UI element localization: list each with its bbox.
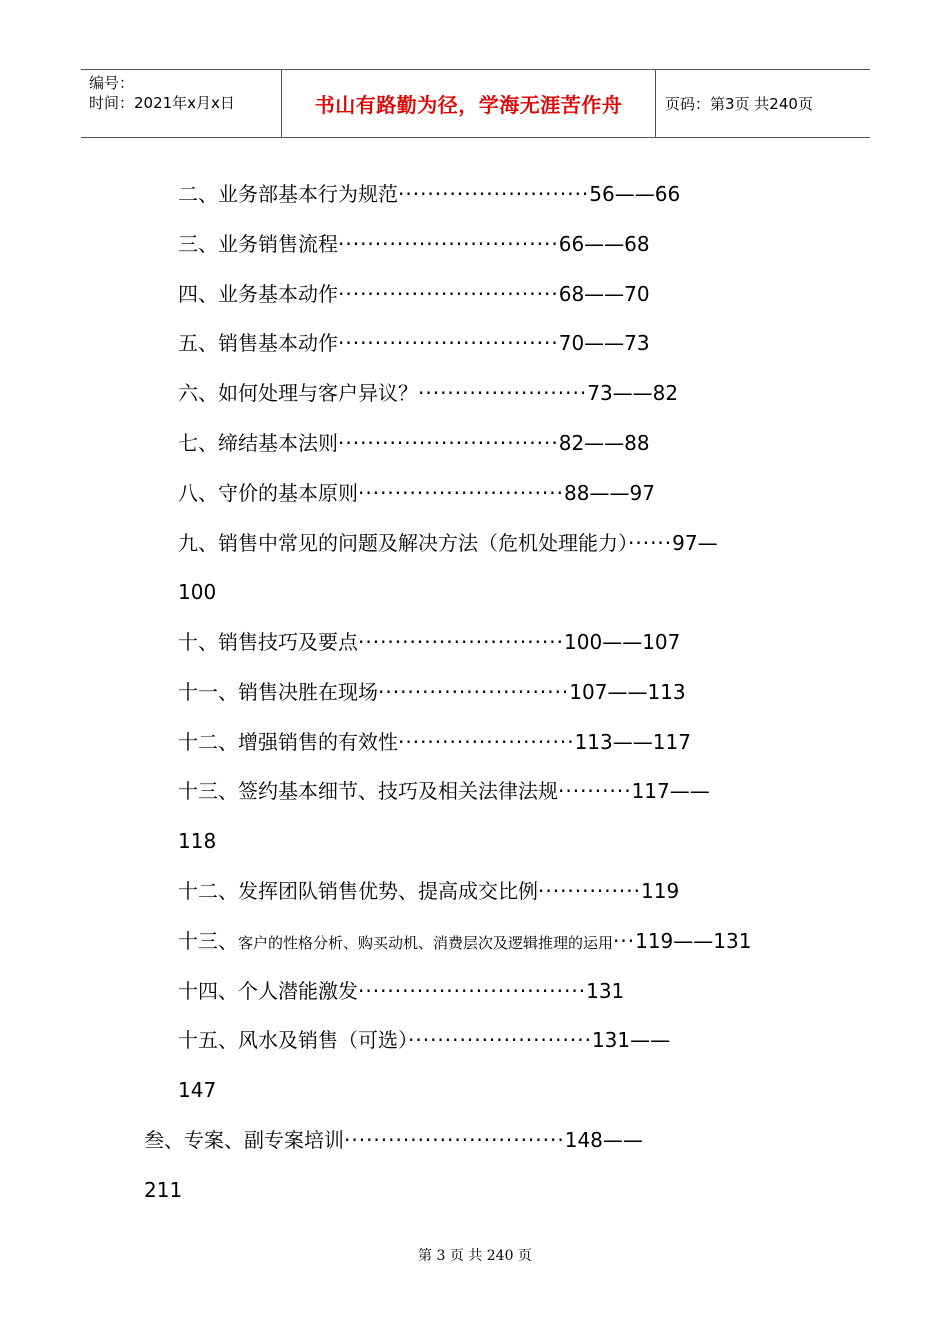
motto: 书山有路勤为径，学海无涯苦作舟 (314, 93, 623, 117)
page-header (81, 69, 870, 138)
toc-pages: 107——113 (569, 680, 686, 704)
toc-pages: 147 (178, 1078, 217, 1102)
toc-pages: 119——131 (635, 929, 752, 953)
page-info: 页码：第3页 共240页 (665, 95, 813, 113)
toc-title: 十四、个人潜能激发 (178, 979, 358, 1003)
toc-title: 十二、增强销售的有效性 (178, 730, 398, 754)
toc-entry (178, 879, 679, 903)
toc-entry-continuation (178, 1078, 216, 1102)
header-middle (281, 70, 656, 137)
toc-entry (178, 929, 751, 955)
toc-entry (178, 481, 655, 505)
toc-entry (178, 680, 686, 704)
toc-dots: ······························ (338, 232, 559, 256)
toc-dots: ······························ (338, 282, 559, 306)
toc-title: 十三、 (178, 929, 238, 953)
toc-title: 十二、发挥团队销售优势、提高成交比例 (178, 879, 538, 903)
toc-title: 八、守价的基本原则 (178, 481, 358, 505)
toc-dots: ······························· (358, 979, 587, 1003)
toc-pages: 131—— (591, 1028, 671, 1052)
toc-pages: 119 (641, 879, 680, 903)
toc-dots: ························· (408, 1028, 592, 1052)
toc-entry (178, 282, 650, 306)
toc-pages: 113——117 (574, 730, 691, 754)
toc-entry (178, 630, 680, 654)
toc-dots: ······························ (338, 331, 559, 355)
toc-entry (178, 979, 624, 1003)
toc-title: 七、缔结基本法则 (178, 431, 338, 455)
toc-entry-section (144, 1128, 643, 1152)
toc-pages: 68——70 (558, 282, 650, 306)
number-label: 编号： (89, 74, 135, 92)
toc-entry (178, 331, 650, 355)
header-left (81, 70, 281, 137)
toc-pages: 148—— (564, 1128, 643, 1152)
toc-dots: ······························ (344, 1128, 565, 1152)
header-right (655, 70, 870, 137)
toc-title: 六、如何处理与客户异议？ (178, 381, 418, 405)
toc-dots: ······················· (418, 381, 588, 405)
toc-title: 十一、销售决胜在现场 (178, 680, 378, 704)
toc-title: 叁、专案、副专案培训 (144, 1128, 344, 1152)
toc-entry (178, 232, 650, 256)
toc-title: 十五、风水及销售（可选） (178, 1028, 408, 1052)
page-footer (0, 1245, 950, 1265)
toc-pages: 70——73 (558, 331, 650, 355)
toc-title: 五、销售基本动作 (178, 331, 338, 355)
toc-pages: 88——97 (564, 481, 655, 505)
toc-pages: 56——66 (589, 182, 681, 206)
toc-dots: ···························· (358, 481, 565, 505)
toc-entry-continuation (144, 1178, 182, 1202)
toc-title: 四、业务基本动作 (178, 282, 338, 306)
toc-title: 二、业务部基本行为规范 (178, 182, 398, 206)
toc-pages: 73——82 (587, 381, 679, 405)
toc-dots: ·························· (378, 680, 570, 704)
toc-entry (178, 1028, 670, 1052)
toc-pages: 117—— (631, 779, 710, 803)
toc-title: 十三、签约基本细节、技巧及相关法律法规 (178, 779, 558, 803)
toc-dots: ···························· (358, 630, 565, 654)
toc-pages: 100——107 (564, 630, 681, 654)
footer-page-number: 第 3 页 共 240 页 (418, 1248, 532, 1264)
toc-pages: 118 (178, 829, 217, 853)
toc-dots: ·············· (538, 879, 642, 903)
toc-pages: 211 (144, 1178, 183, 1202)
toc-title: 九、销售中常见的问题及解决方法（危机处理能力） (178, 531, 628, 555)
toc-pages: 82——88 (558, 431, 650, 455)
toc-dots: ························ (398, 730, 575, 754)
toc-subtitle: 客户的性格分析、购买动机、消费层次及逻辑推理的运用 (238, 934, 614, 952)
toc-pages: 97— (672, 531, 718, 555)
toc-title: 三、业务销售流程 (178, 232, 338, 256)
toc-pages: 100 (178, 580, 217, 604)
toc-pages: 66——68 (558, 232, 650, 256)
toc-entry (178, 381, 678, 405)
toc-entry (178, 431, 650, 455)
toc-entry (178, 531, 718, 555)
toc-entry (178, 182, 680, 206)
toc-dots: ······ (628, 531, 673, 555)
toc-dots: ······························ (338, 431, 559, 455)
toc-dots: ·········· (558, 779, 632, 803)
toc-entry-continuation (178, 580, 216, 604)
time-label: 时间：2021年x月x日 (89, 94, 235, 112)
toc-dots: ·························· (398, 182, 590, 206)
toc-entry (178, 730, 691, 754)
toc-entry-continuation (178, 829, 216, 853)
toc-title: 十、销售技巧及要点 (178, 630, 358, 654)
toc-entry (178, 779, 710, 803)
toc-dots: ··· (613, 929, 636, 953)
toc-pages: 131 (586, 979, 625, 1003)
